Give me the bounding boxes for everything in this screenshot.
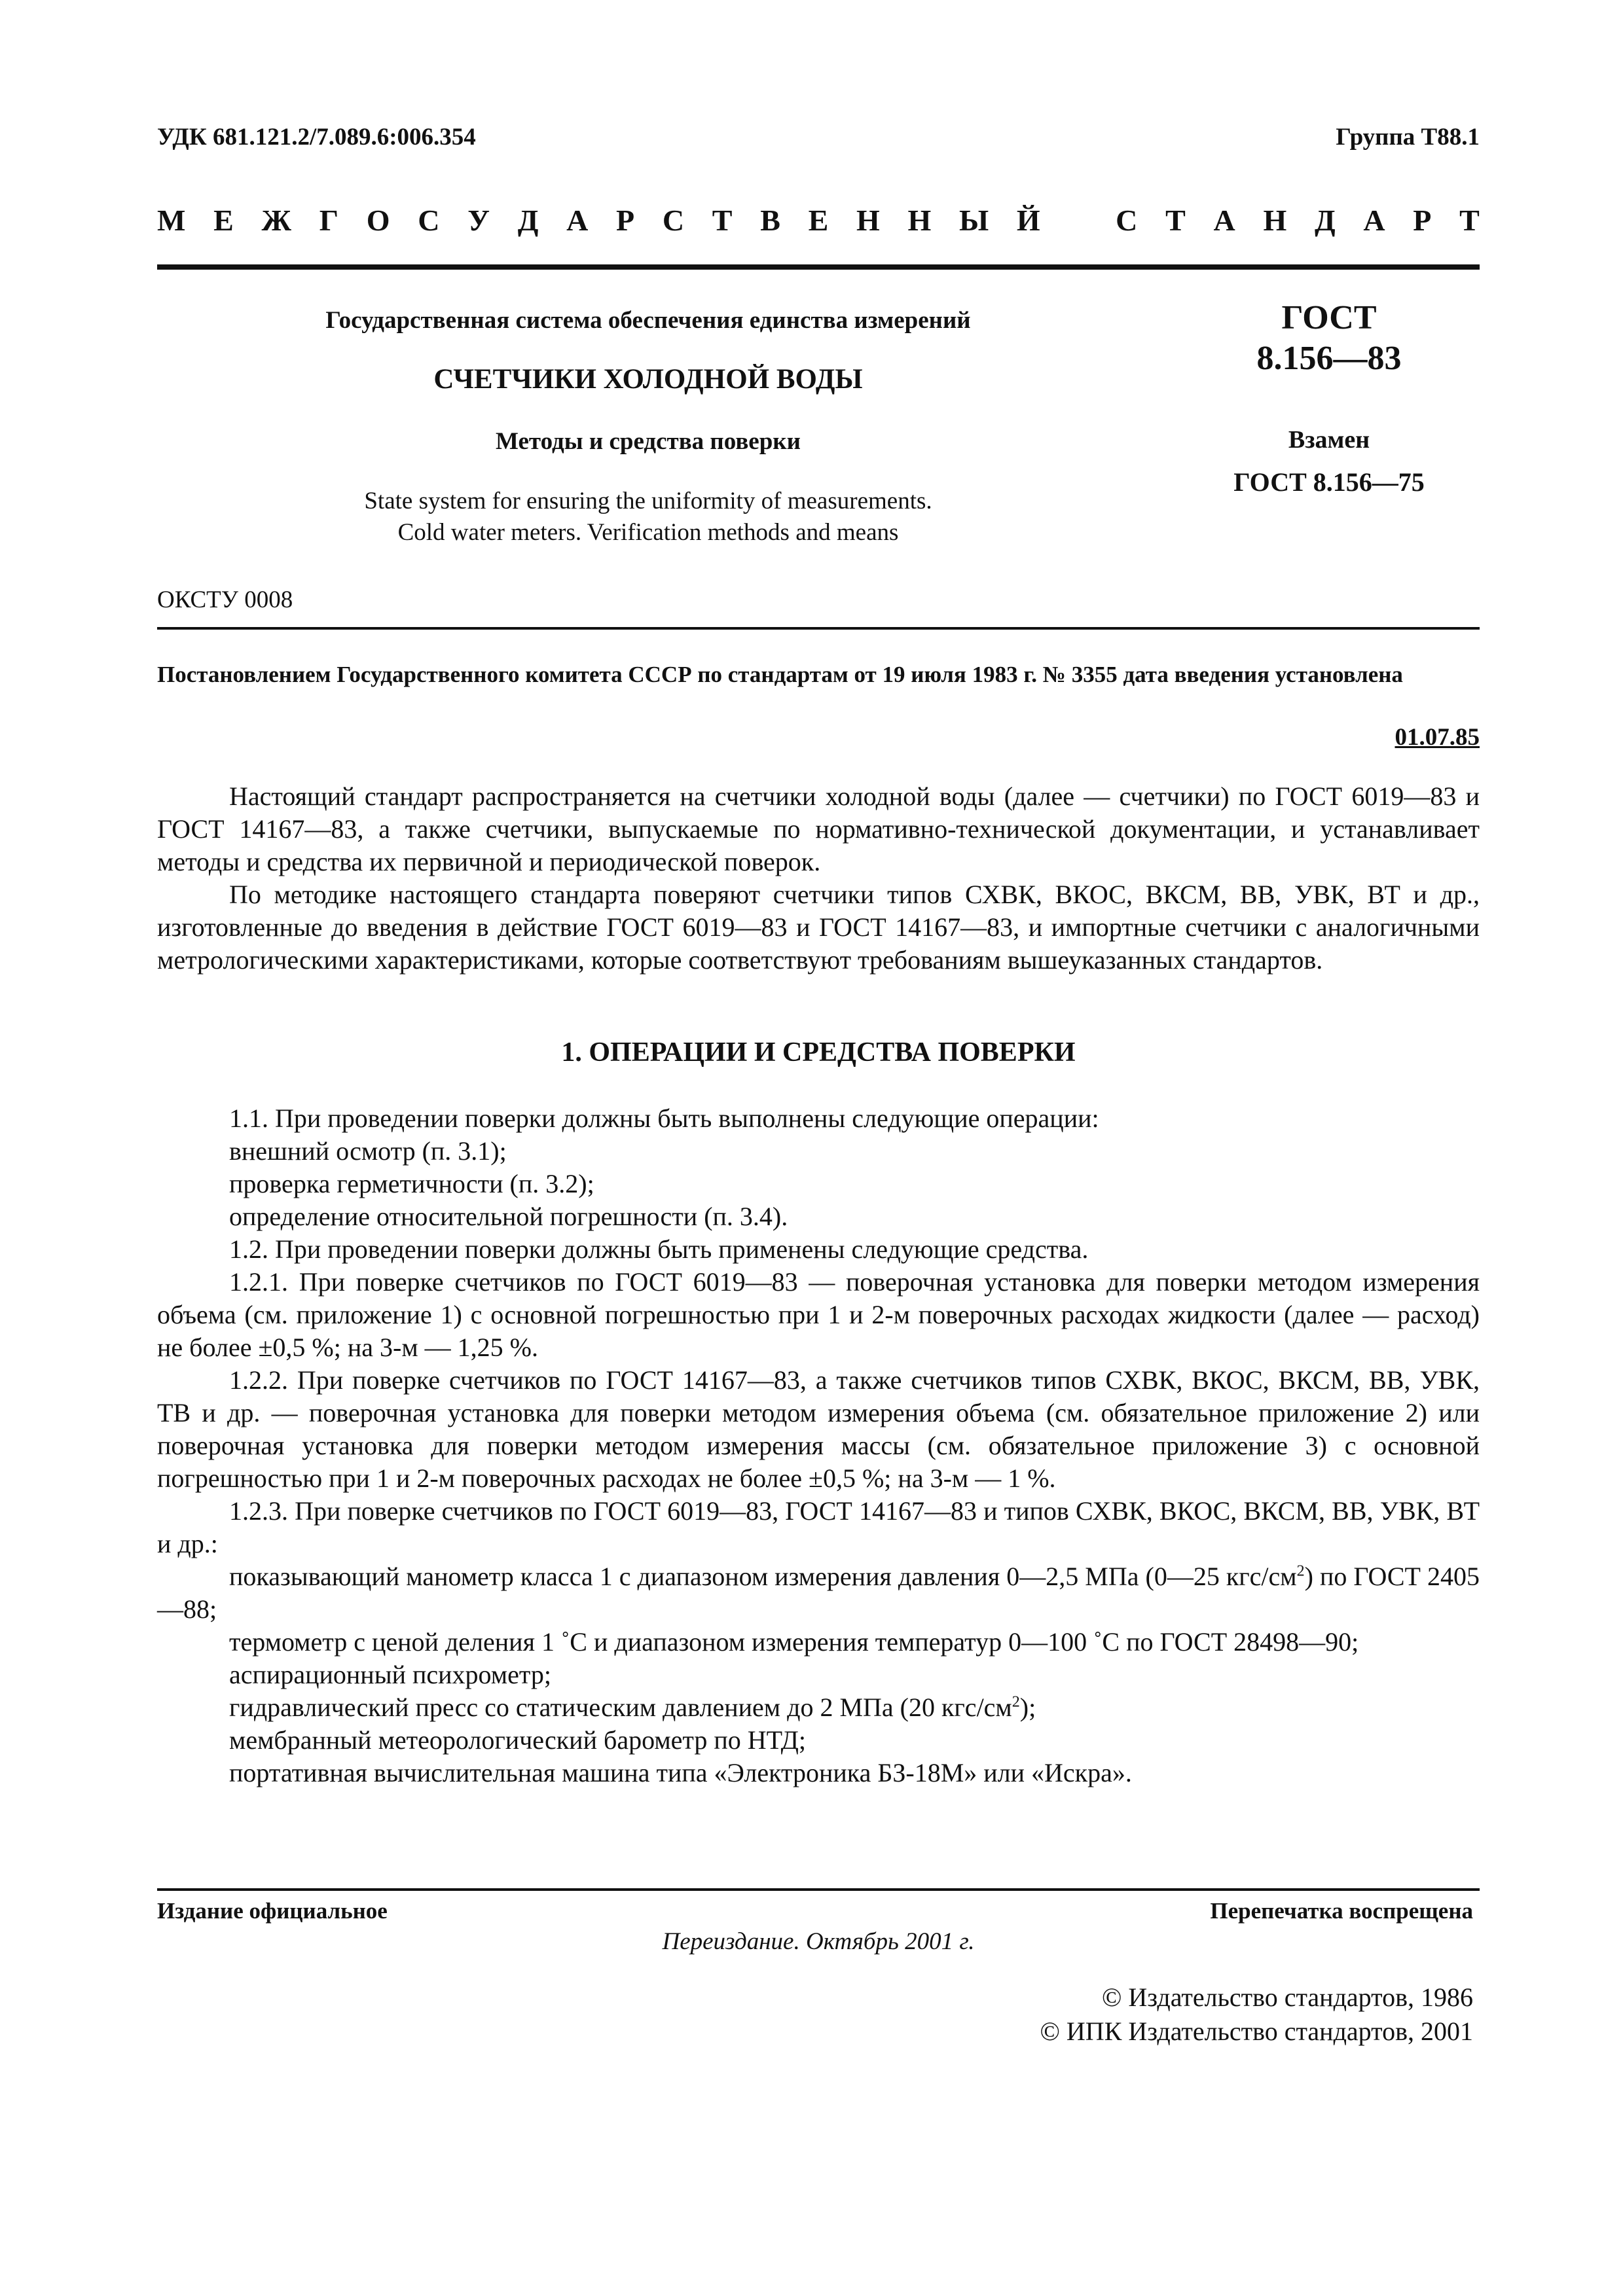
heading-letter: Д xyxy=(1314,204,1336,237)
superscript: 2 xyxy=(1296,1562,1305,1580)
clause-1-2-2: 1.2.2. При поверке счетчиков по ГОСТ 14167—83, а также счетчиков типов СХВК, ВКОС, ВКСМ, ВВ, УВК, ТВ и др. — поверочная установка для поверки методом измерения объема (см. обязательное приложение 2) или поверочная установка для поверки методом измерения массы (см. обязательное приложение 3) с основной погрешностью при 1 и 2-м поверочных расходах не более ±0,5 %; на 3-м — 1 %. xyxy=(157,1365,1480,1493)
heading-letter: Ы xyxy=(959,204,989,237)
intro-paragraph-2: По методике настоящего стандарта поверяют счетчики типов СХВК, ВКОС, ВКСМ, ВВ, УВК, ВТ и др., изготовленные до введения в действие ГОСТ 6019—83 и ГОСТ 14167—83, и импортные счетчики с аналогичными метрологическими характеристиками, которые соответствуют требованиям вышеуказанных стандартов. xyxy=(157,880,1480,975)
heading-letter: Н xyxy=(856,204,880,237)
heading-letter: Г xyxy=(319,204,339,237)
means-item-calculator: портативная вычислительная машина типа «Электроника БЗ-18М» или «Искра». xyxy=(229,1758,1132,1787)
heading-letter: С xyxy=(418,204,440,237)
group-code: Группа Т88.1 xyxy=(1336,124,1480,151)
heading-letter: А xyxy=(566,204,589,237)
means-text: ) по ГОСТ 2405—88; xyxy=(157,1562,1480,1624)
intro-section xyxy=(157,780,1480,977)
decree-text: Постановлением Государственного комитета СССР по стандартам от 19 июля 1983 г. № 3355 дата введения установлена xyxy=(157,662,1403,687)
copyright-line-2: © ИПК Издательство стандартов, 2001 xyxy=(1040,2017,1473,2046)
section-1-title: 1. ОПЕРАЦИИ И СРЕДСТВА ПОВЕРКИ xyxy=(561,1037,1076,1067)
heading-letter: М xyxy=(157,204,186,237)
heading-letter: А xyxy=(1213,204,1235,237)
gost-number-block xyxy=(1178,298,1480,497)
heading-letter: Ж xyxy=(261,204,292,237)
copyright-line-1: © Издательство стандартов, 1986 xyxy=(1101,1982,1473,2012)
heading-letter: Т xyxy=(1165,204,1186,237)
means-item-manometer xyxy=(157,1560,1480,1626)
means-text: ); xyxy=(1019,1693,1036,1722)
english-title-line1: State system for ensuring the uniformity of measurements. xyxy=(364,488,932,514)
heading-word-gap xyxy=(1068,203,1087,249)
operation-item: определение относительной погрешности (п. 3.4). xyxy=(229,1202,788,1231)
heading-letter: А xyxy=(1363,204,1385,237)
means-item-psychrometer: аспирационный психрометр; xyxy=(229,1660,551,1689)
clause-1-1: 1.1. При проведении поверки должны быть выполнены следующие операции: xyxy=(229,1103,1099,1133)
okstu-rule xyxy=(157,627,1480,630)
replaces-label: Взамен xyxy=(1288,426,1370,454)
means-text: гидравлический пресс со статическим давлением до 2 МПа (20 кгс/см xyxy=(229,1693,1012,1722)
document-subtitle: Методы и средства поверки xyxy=(496,428,801,455)
clause-1-2-1: 1.2.1. При поверке счетчиков по ГОСТ 6019—83 — поверочная установка для поверки методом измерения объема (см. приложение 1) с основной погрешностью при 1 и 2-м поверочных расходах жидкости (далее — расход) не более ±0,5 %; на 3-м — 1,25 %. xyxy=(157,1267,1480,1362)
gost-label: ГОСТ xyxy=(1281,299,1377,336)
document-page xyxy=(157,0,1480,2296)
heading-letter: Н xyxy=(907,204,932,237)
interstate-standard-heading xyxy=(157,203,1480,249)
means-item-thermometer: термометр с ценой деления 1 ˚С и диапазоном измерения температур 0—100 ˚С по ГОСТ 28498—90; xyxy=(229,1627,1359,1657)
official-edition-label: Издание официальное xyxy=(157,1898,388,1924)
system-name: Государственная система обеспечения единства измерений xyxy=(325,307,971,334)
clause-1-2-3: 1.2.3. При поверке счетчиков по ГОСТ 6019—83, ГОСТ 14167—83 и типов СХВК, ВКОС, ВКСМ, ВВ, УВК, ВТ и др.: xyxy=(157,1496,1480,1558)
heading-letter: Е xyxy=(808,204,829,237)
udk-code: УДК 681.121.2/7.089.6:006.354 xyxy=(157,124,476,151)
heading-letter: Н xyxy=(1263,204,1287,237)
heading-letter: В xyxy=(760,204,780,237)
title-block xyxy=(157,301,1139,546)
reprint-prohibited-label: Перепечатка воспрещена xyxy=(1210,1898,1473,1924)
document-title: СЧЕТЧИКИ ХОЛОДНОЙ ВОДЫ xyxy=(433,364,863,395)
means-text: показывающий манометр класса 1 с диапазоном измерения давления 0—2,5 МПа (0—25 кгс/см xyxy=(229,1562,1297,1591)
okstu-code: ОКСТУ 0008 xyxy=(157,586,293,613)
replaces-number: ГОСТ 8.156—75 xyxy=(1233,467,1425,497)
header-row xyxy=(157,123,1480,162)
footer-rule xyxy=(157,1888,1480,1891)
heading-letter: С xyxy=(662,204,685,237)
clause-1-2: 1.2. При проведении поверки должны быть применены следующие средства. xyxy=(229,1234,1089,1264)
heading-letter: У xyxy=(467,204,490,237)
operation-item: внешний осмотр (п. 3.1); xyxy=(229,1136,507,1166)
operation-item: проверка герметичности (п. 3.2); xyxy=(229,1169,594,1198)
section-1-body xyxy=(157,1102,1480,1789)
introduction-date: 01.07.85 xyxy=(1395,724,1480,751)
heading-letter: Р xyxy=(616,204,635,237)
gost-number: 8.156—83 xyxy=(1256,340,1402,377)
heading-letter: Т xyxy=(1459,204,1480,237)
means-item-press xyxy=(157,1691,1480,1724)
english-title-line2: Cold water meters. Verification methods and means xyxy=(397,519,899,546)
heading-letter: Д xyxy=(517,204,539,237)
heading-letter: С xyxy=(1116,204,1138,237)
heading-letter: Т xyxy=(712,204,733,237)
superscript: 2 xyxy=(1012,1693,1020,1711)
heading-letter: Р xyxy=(1413,204,1432,237)
header-rule xyxy=(157,264,1480,270)
heading-letter: Й xyxy=(1016,204,1040,237)
heading-letter: Е xyxy=(213,204,234,237)
reissue-note: Переиздание. Октябрь 2001 г. xyxy=(662,1928,975,1955)
heading-letter: О xyxy=(366,204,390,237)
means-item-barometer: мембранный метеорологический барометр по НТД; xyxy=(229,1725,806,1755)
intro-paragraph-1: Настоящий стандарт распространяется на счетчики холодной воды (далее — счетчики) по ГОСТ 6019—83 и ГОСТ 14167—83, а также счетчики, выпускаемые по нормативно-технической документации, и устанавливает методы и средства их первичной и периодической поверок. xyxy=(157,781,1480,876)
